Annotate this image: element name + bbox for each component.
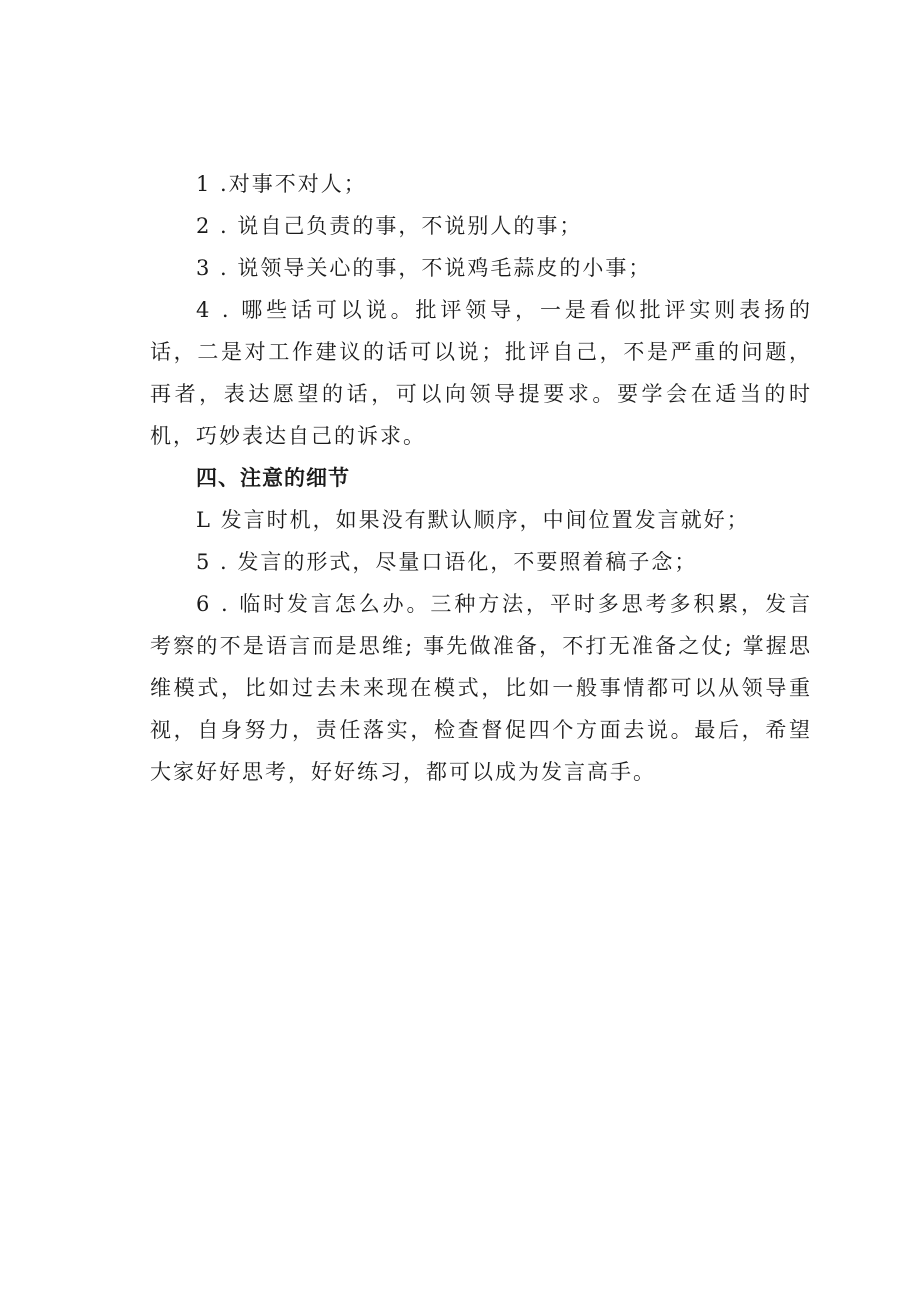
list-item-5: 5 . 发言的形式，尽量口语化，不要照着稿子念；: [196, 550, 698, 574]
list-item-4: 4 . 哪些话可以说。批评领导，一是看似批评实则表扬的话，二是对工作建议的话可以说；批评自己，不是严重的问题，再者，表达愿望的话，可以向领导提要求。要学会在适当的时机，巧妙表达自己的诉求。: [150, 298, 812, 448]
list-item-L: L 发言时机，如果没有默认顺序，中间位置发言就好；: [196, 508, 750, 532]
list-item-6: 6 . 临时发言怎么办。三种方法，平时多思考多积累，发言考察的不是语言而是思维; 事先做准备，不打无准备之仗; 掌握思维模式，比如过去未来现在模式，比如一般事情都可以从领导重视，自身努力，责任落实，检查督促四个方面去说。最后，希望大家好好思考，好好练习，都可以成为发言高手。: [150, 592, 812, 784]
document-body: [150, 163, 812, 793]
list-item-2: 2 . 说自己负责的事，不说别人的事；: [196, 214, 583, 238]
list-item-3: 3 . 说领导关心的事，不说鸡毛蒜皮的小事；: [196, 256, 652, 280]
list-item-1: 1 .对事不对人；: [196, 172, 367, 196]
section-heading: 四、注意的细节: [196, 466, 350, 490]
